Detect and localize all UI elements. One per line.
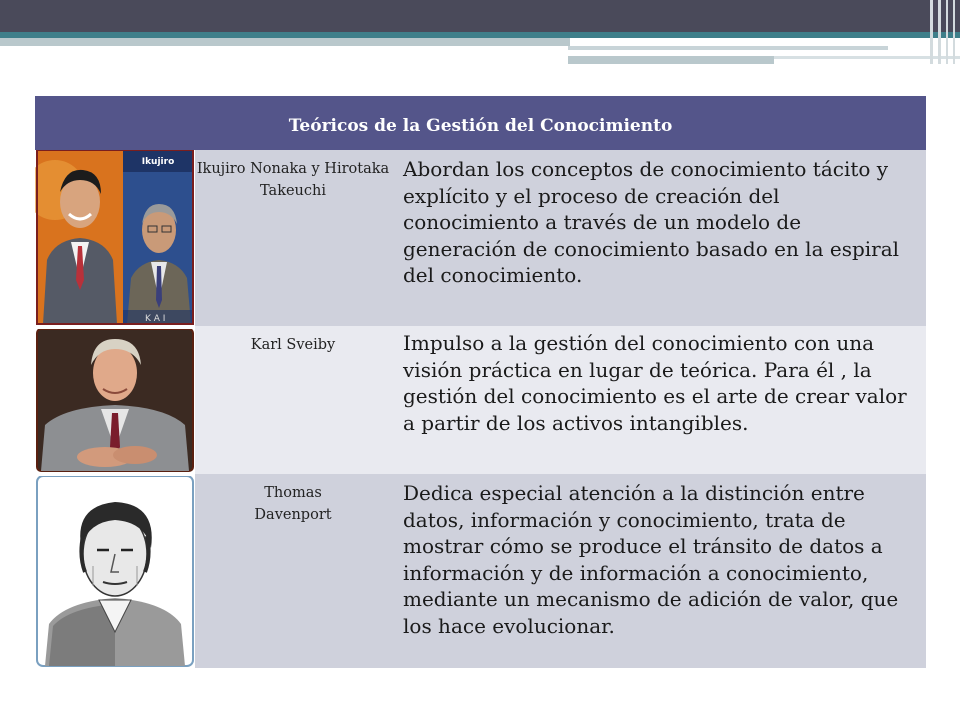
decorative-line <box>946 0 948 64</box>
accent-stripe-light <box>0 38 570 46</box>
theorist-name: Ikujiro Nonaka y Hirotaka Takeuchi <box>196 161 390 199</box>
photo-nonaka-takeuchi <box>35 150 195 326</box>
photo-caption: K A I <box>145 314 166 324</box>
accent-stripe-thin <box>568 46 888 50</box>
decorative-line <box>938 0 941 64</box>
theorist-name: Thomas Davenport <box>254 485 332 523</box>
photo-cell <box>35 150 195 326</box>
accent-stripe-light-2 <box>568 56 774 64</box>
theorist-description: Dedica especial atención a la distinción entre datos, información y conocimiento, trata de mostrar cómo se produce el tránsito de datos a información y de información a conocimiento, mediante un mecanismo de adición de valor, que los hace evolucionar. <box>403 481 899 638</box>
theorist-name: Karl Sveiby <box>250 337 336 353</box>
photo-cell <box>35 326 195 474</box>
decorative-line <box>930 0 933 64</box>
table-row <box>35 474 926 668</box>
theorist-description: Abordan los conceptos de conocimiento tácito y explícito y el proceso de creación del conocimiento a través de un modelo de generación de conocimiento basado en la espiral del conocimiento. <box>403 157 900 287</box>
top-bar <box>0 0 960 32</box>
decorative-line <box>953 0 955 64</box>
photo-logo: Ikujiro <box>141 157 175 167</box>
photo-cell <box>35 474 195 668</box>
table-row <box>35 326 926 474</box>
photo-thomas-davenport <box>35 476 195 668</box>
theorist-description: Impulso a la gestión del conocimiento con una visión práctica en lugar de teórica. Para él , la gestión del conocimiento es el arte de crear valor a partir de los activos intangibles. <box>403 331 907 435</box>
table-row <box>35 150 926 326</box>
theorists-table <box>35 96 926 668</box>
table-header: Teóricos de la Gestión del Conocimiento <box>35 96 926 150</box>
photo-karl-sveiby <box>35 329 195 473</box>
